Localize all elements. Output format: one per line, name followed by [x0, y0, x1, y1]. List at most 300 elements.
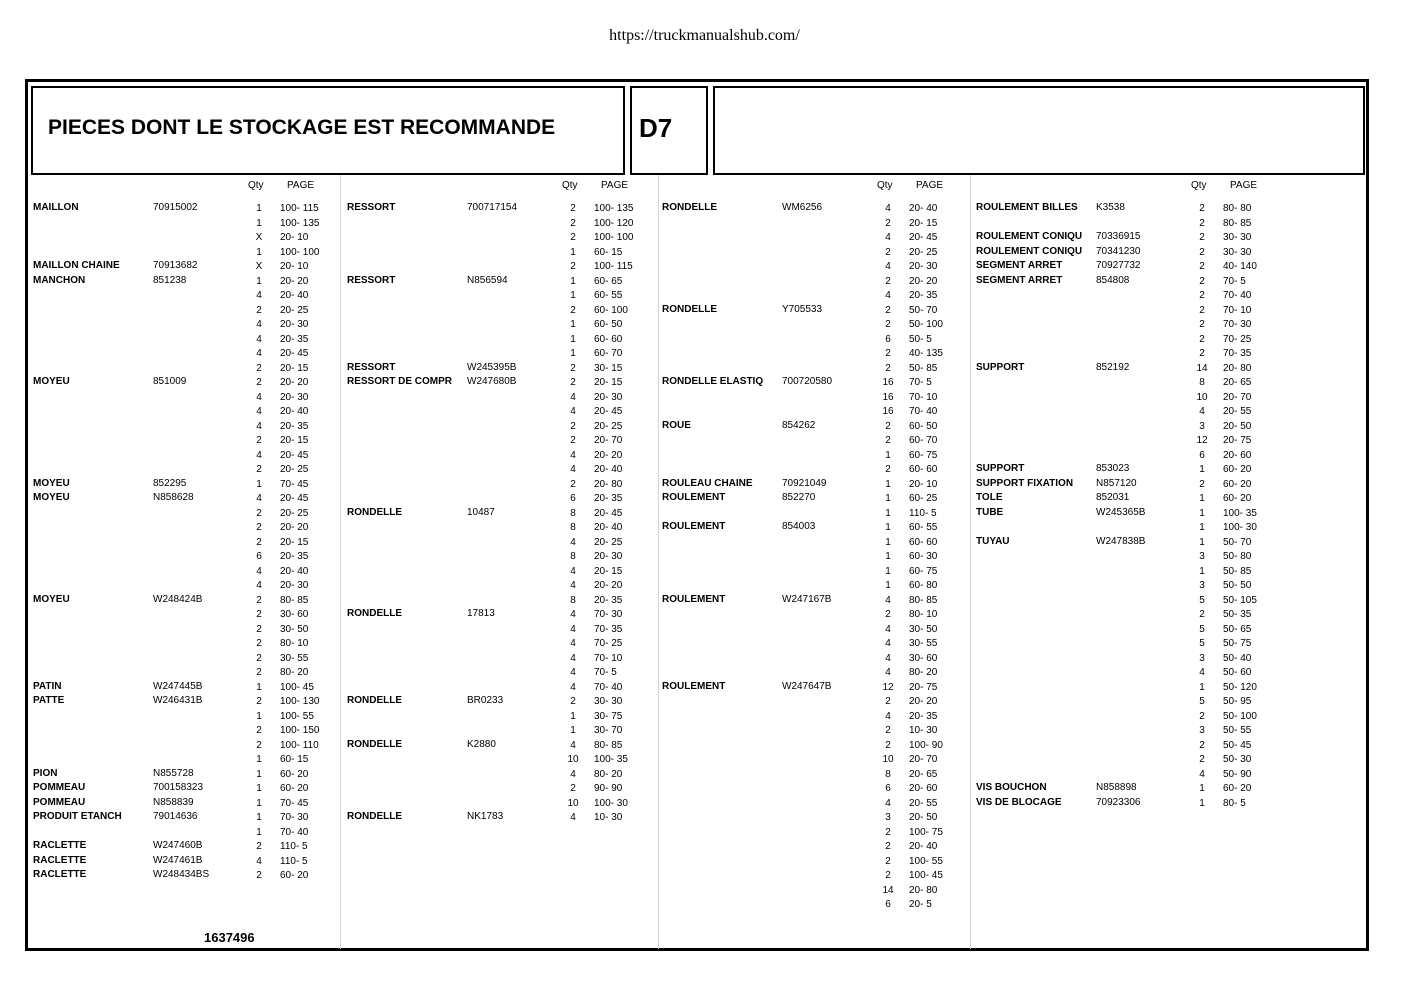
- part-qty: 2: [885, 246, 891, 258]
- part-number: 70923306: [1096, 796, 1141, 808]
- part-qty: 2: [1199, 739, 1205, 751]
- page-title: PIECES DONT LE STOCKAGE EST RECOMMANDE: [48, 116, 556, 139]
- part-qty: 1: [885, 522, 891, 533]
- part-number: 70927732: [1096, 260, 1141, 271]
- part-qty: 4: [1199, 667, 1205, 678]
- part-qty: 2: [570, 232, 576, 243]
- part-page: 60- 50: [909, 420, 938, 432]
- part-name: RACLETTE: [33, 840, 87, 851]
- part-number: W247680B: [467, 376, 517, 387]
- part-qty: 2: [256, 725, 262, 736]
- part-page: 20- 30: [909, 261, 938, 272]
- page-header: PAGE: [601, 180, 629, 191]
- part-qty: 1: [256, 681, 262, 693]
- part-page: 20- 20: [280, 522, 309, 533]
- part-qty: 4: [570, 739, 576, 751]
- part-number: 700158323: [153, 782, 204, 793]
- part-name: MAILLON CHAINE: [33, 260, 120, 271]
- part-number: 851009: [153, 376, 187, 387]
- part-page: 20- 25: [909, 246, 938, 258]
- part-qty: 3: [1199, 580, 1205, 591]
- part-number: 854003: [782, 521, 816, 532]
- part-page: 70- 10: [909, 391, 938, 403]
- part-page: 80- 20: [280, 667, 309, 678]
- part-name: ROULEMENT CONIQU: [976, 245, 1083, 257]
- part-qty: 4: [256, 449, 262, 461]
- part-number: W247647B: [782, 680, 832, 692]
- part-qty: 10: [567, 797, 579, 809]
- part-page: 70- 30: [280, 812, 309, 823]
- part-page: 60- 100: [594, 304, 628, 316]
- part-number: 852192: [1096, 361, 1130, 373]
- part-qty: 1: [256, 797, 262, 809]
- part-page: 70- 30: [1223, 319, 1252, 330]
- part-number: 70921049: [782, 477, 827, 489]
- part-page: 100- 130: [280, 696, 320, 707]
- part-name: PRODUIT ETANCH: [33, 811, 122, 822]
- part-qty: 2: [1199, 232, 1205, 243]
- part-number: N858898: [1096, 782, 1137, 793]
- part-qty: 2: [885, 319, 891, 330]
- part-number: 852031: [1096, 492, 1130, 503]
- part-page: 30- 60: [280, 609, 309, 620]
- part-number: 17813: [467, 608, 495, 619]
- part-page: 60- 75: [909, 565, 938, 577]
- part-page: 20- 40: [909, 203, 938, 214]
- part-page: 60- 70: [909, 435, 938, 446]
- part-name: RONDELLE ELASTIQ: [662, 376, 764, 387]
- part-name: RACLETTE: [33, 854, 87, 866]
- part-qty: 2: [1199, 304, 1205, 316]
- part-page: 20- 40: [909, 841, 938, 852]
- part-page: 100- 75: [909, 826, 943, 838]
- part-page: 20- 25: [280, 464, 309, 475]
- part-page: 50- 70: [909, 304, 938, 316]
- part-page: 100- 90: [909, 739, 943, 751]
- column-divider: [340, 175, 341, 949]
- part-page: 80- 20: [594, 768, 623, 780]
- part-page: 60- 20: [1223, 783, 1252, 794]
- part-qty: 3: [885, 812, 891, 823]
- qty-header: Qty: [562, 180, 578, 191]
- part-page: 100- 45: [280, 681, 314, 693]
- part-page: 20- 40: [280, 565, 309, 577]
- part-page: 20- 35: [909, 710, 938, 722]
- part-qty: 1: [570, 319, 576, 330]
- part-qty: 2: [570, 217, 576, 229]
- part-page: 20- 80: [909, 884, 938, 896]
- part-qty: 2: [1199, 261, 1205, 272]
- part-name: SEGMENT ARRET: [976, 274, 1063, 286]
- part-page: 20- 45: [594, 507, 623, 519]
- part-qty: 2: [1199, 710, 1205, 722]
- part-name: RESSORT DE COMPR: [347, 376, 453, 387]
- part-page: 20- 35: [594, 594, 623, 606]
- part-page: 20- 75: [1223, 435, 1252, 446]
- part-number: 853023: [1096, 463, 1130, 474]
- part-number: 700717154: [467, 202, 518, 213]
- part-qty: 5: [1199, 594, 1205, 606]
- part-page: 100- 150: [280, 725, 320, 736]
- part-qty: 2: [885, 855, 891, 867]
- part-page: 60- 80: [909, 580, 938, 591]
- part-qty: 4: [885, 203, 891, 214]
- part-number: N856594: [467, 274, 508, 286]
- part-qty: 6: [885, 783, 891, 794]
- part-qty: 1: [256, 783, 262, 794]
- part-page: 20- 10: [909, 478, 938, 490]
- part-qty: 1: [1199, 783, 1205, 794]
- part-qty: 1: [1199, 681, 1205, 693]
- part-qty: 4: [570, 638, 576, 649]
- part-qty: 8: [570, 522, 576, 533]
- part-page: 30- 55: [909, 638, 938, 649]
- part-qty: 4: [256, 580, 262, 591]
- part-qty: 2: [256, 739, 262, 751]
- part-number: W247461B: [153, 854, 203, 866]
- part-qty: 2: [256, 536, 262, 548]
- part-qty: 2: [256, 696, 262, 707]
- part-page: 10- 30: [909, 725, 938, 736]
- part-qty: 4: [1199, 768, 1205, 780]
- part-qty: 4: [256, 493, 262, 504]
- part-qty: 1: [570, 348, 576, 359]
- part-page: 20- 25: [594, 420, 623, 432]
- part-qty: 1: [885, 449, 891, 461]
- part-page: 20- 20: [280, 275, 309, 287]
- part-number: 70913682: [153, 260, 198, 271]
- section-code-box: [630, 86, 708, 175]
- part-name: ROULEMENT: [662, 521, 726, 532]
- part-page: 60- 30: [909, 551, 938, 562]
- part-page: 20- 30: [594, 391, 623, 403]
- part-qty: 4: [885, 261, 891, 272]
- part-number: K2880: [467, 738, 496, 750]
- part-name: ROULEMENT CONIQU: [976, 231, 1083, 242]
- part-qty: 1: [885, 478, 891, 490]
- part-page: 20- 15: [594, 565, 623, 577]
- part-name: RONDELLE: [347, 608, 402, 619]
- part-qty: 1: [256, 768, 262, 780]
- page-header: PAGE: [1230, 180, 1258, 191]
- part-qty: 2: [1199, 478, 1205, 490]
- part-page: 20- 15: [280, 362, 309, 374]
- part-name: PION: [33, 767, 58, 779]
- part-qty: 4: [256, 333, 262, 345]
- part-qty: 2: [1199, 246, 1205, 258]
- part-page: 80- 85: [909, 594, 938, 606]
- part-qty: 16: [882, 377, 894, 388]
- part-qty: 4: [885, 232, 891, 243]
- part-qty: 1: [1199, 522, 1205, 533]
- part-qty: 8: [1199, 377, 1205, 388]
- part-qty: 3: [1199, 551, 1205, 562]
- part-qty: 2: [256, 652, 262, 664]
- part-qty: 16: [882, 391, 894, 403]
- part-qty: 4: [570, 536, 576, 548]
- part-page: 70- 5: [1223, 275, 1246, 287]
- part-name: VIS BOUCHON: [976, 782, 1047, 793]
- part-page: 30- 75: [594, 710, 623, 722]
- part-name: ROUE: [662, 419, 691, 431]
- part-page: 50- 100: [909, 319, 943, 330]
- part-qty: 1: [256, 826, 262, 838]
- part-qty: 2: [570, 304, 576, 316]
- part-qty: 1: [256, 246, 262, 258]
- part-qty: 2: [570, 696, 576, 707]
- part-name: SEGMENT ARRET: [976, 260, 1063, 271]
- part-qty: 2: [256, 522, 262, 533]
- part-qty: 1: [1199, 536, 1205, 548]
- part-page: 60- 15: [594, 246, 623, 258]
- part-page: 70- 25: [1223, 333, 1252, 345]
- part-qty: 2: [256, 464, 262, 475]
- part-qty: 2: [885, 435, 891, 446]
- part-page: 100- 115: [280, 203, 319, 214]
- part-qty: 2: [570, 362, 576, 374]
- title-box: [31, 86, 625, 175]
- part-page: 100- 30: [594, 797, 628, 809]
- part-qty: 4: [570, 391, 576, 403]
- part-qty: 2: [570, 377, 576, 388]
- part-page: 20- 5: [909, 899, 932, 910]
- part-page: 70- 40: [1223, 290, 1252, 301]
- part-qty: 1: [256, 203, 262, 214]
- part-page: 50- 105: [1223, 594, 1257, 606]
- part-page: 40- 140: [1223, 261, 1257, 272]
- part-page: 10- 30: [594, 812, 623, 823]
- part-name: SUPPORT FIXATION: [976, 477, 1074, 489]
- part-number: W245395B: [467, 361, 517, 373]
- part-page: 50- 90: [1223, 768, 1252, 780]
- part-qty: 4: [256, 290, 262, 301]
- part-page: 70- 30: [594, 609, 623, 620]
- part-page: 20- 60: [909, 783, 938, 794]
- part-number: W245365B: [1096, 506, 1146, 518]
- part-qty: 2: [885, 841, 891, 852]
- part-qty: 2: [256, 377, 262, 388]
- part-name: MOYEU: [33, 376, 70, 387]
- part-page: 70- 45: [280, 478, 309, 490]
- part-page: 20- 50: [909, 812, 938, 823]
- part-qty: 1: [256, 812, 262, 823]
- part-qty: 1: [1199, 797, 1205, 809]
- part-page: 70- 10: [1223, 304, 1252, 316]
- part-qty: 2: [885, 609, 891, 620]
- part-page: 20- 10: [280, 232, 309, 243]
- part-page: 80- 20: [909, 667, 938, 678]
- blank-header-box: [713, 86, 1365, 175]
- part-qty: 2: [256, 507, 262, 519]
- part-page: 20- 20: [909, 696, 938, 707]
- part-page: 20- 65: [909, 768, 938, 780]
- part-number: 854808: [1096, 274, 1130, 286]
- part-qty: 1: [885, 565, 891, 577]
- part-qty: 1: [885, 493, 891, 504]
- part-page: 60- 20: [1223, 478, 1252, 490]
- part-page: 20- 50: [1223, 420, 1252, 432]
- part-page: 100- 110: [280, 739, 319, 751]
- part-qty: 1: [1199, 565, 1205, 577]
- part-page: 80- 85: [594, 739, 623, 751]
- part-page: 100- 100: [280, 246, 320, 258]
- part-qty: 2: [256, 609, 262, 620]
- part-page: 20- 80: [594, 478, 623, 490]
- part-qty: 4: [256, 855, 262, 867]
- part-qty: 5: [1199, 638, 1205, 649]
- part-qty: 2: [1199, 217, 1205, 229]
- part-qty: 4: [570, 681, 576, 693]
- part-qty: 4: [570, 623, 576, 635]
- source-url[interactable]: https://truckmanualshub.com/: [609, 27, 800, 44]
- part-number: N857120: [1096, 477, 1137, 489]
- part-number: BR0233: [467, 695, 504, 706]
- part-page: 60- 55: [594, 290, 623, 301]
- part-page: 20- 45: [594, 406, 623, 417]
- part-qty: 10: [1196, 391, 1208, 403]
- part-name: MOYEU: [33, 477, 70, 489]
- part-page: 20- 15: [594, 377, 623, 388]
- part-page: 100- 100: [594, 232, 634, 243]
- part-name: MAILLON: [33, 202, 79, 213]
- part-qty: 2: [256, 304, 262, 316]
- part-page: 50- 30: [1223, 754, 1252, 765]
- part-page: 70- 40: [594, 681, 623, 693]
- part-qty: 4: [570, 609, 576, 620]
- part-number: W248424B: [153, 593, 203, 605]
- part-page: 70- 40: [909, 406, 938, 417]
- part-name: RONDELLE: [347, 695, 402, 706]
- part-page: 110- 5: [280, 855, 308, 867]
- part-page: 80- 5: [1223, 797, 1246, 809]
- part-qty: 3: [1199, 725, 1205, 736]
- part-qty: X: [255, 261, 263, 272]
- part-qty: 2: [1199, 754, 1205, 765]
- part-page: 100- 45: [909, 870, 943, 881]
- part-page: 20- 45: [280, 449, 309, 461]
- part-name: RONDELLE: [662, 303, 717, 315]
- part-page: 20- 20: [594, 580, 623, 591]
- part-qty: 8: [570, 507, 576, 519]
- part-name: TOLE: [976, 492, 1003, 503]
- part-qty: 6: [885, 899, 891, 910]
- part-qty: 1: [256, 217, 262, 229]
- part-page: 20- 15: [280, 536, 309, 548]
- part-qty: 5: [1199, 696, 1205, 707]
- part-page: 20- 45: [280, 348, 309, 359]
- part-qty: 2: [885, 304, 891, 316]
- part-qty: 14: [882, 884, 894, 896]
- part-qty: 1: [256, 275, 262, 287]
- part-page: 40- 135: [909, 348, 943, 359]
- part-page: 100- 135: [280, 217, 320, 229]
- part-page: 60- 60: [909, 536, 938, 548]
- part-name: ROULEMENT BILLES: [976, 202, 1078, 213]
- part-name: ROULEMENT: [662, 492, 726, 503]
- part-qty: 4: [256, 420, 262, 432]
- part-page: 50- 5: [909, 333, 932, 345]
- part-qty: 2: [1199, 319, 1205, 330]
- part-qty: 5: [1199, 623, 1205, 635]
- part-page: 100- 30: [1223, 522, 1257, 533]
- part-qty: 2: [1199, 333, 1205, 345]
- part-qty: 2: [256, 667, 262, 678]
- part-page: 80- 85: [1223, 217, 1252, 229]
- part-qty: 3: [1199, 652, 1205, 664]
- part-name: RONDELLE: [347, 506, 402, 518]
- part-page: 30- 55: [280, 652, 309, 664]
- part-qty: 8: [885, 768, 891, 780]
- part-page: 60- 20: [1223, 464, 1252, 475]
- part-page: 20- 35: [280, 333, 309, 345]
- part-name: TUYAU: [976, 535, 1010, 547]
- part-qty: 2: [570, 261, 576, 272]
- part-number: 70915002: [153, 202, 198, 213]
- part-page: 50- 35: [1223, 609, 1252, 620]
- part-page: 20- 25: [280, 507, 309, 519]
- page-header: PAGE: [916, 180, 944, 191]
- part-name: TUBE: [976, 506, 1004, 518]
- part-qty: 2: [1199, 275, 1205, 287]
- part-page: 70- 10: [594, 652, 623, 664]
- part-qty: 1: [570, 710, 576, 722]
- part-name: RONDELLE: [662, 202, 717, 213]
- part-name: RONDELLE: [347, 811, 402, 822]
- part-qty: 2: [885, 217, 891, 229]
- part-qty: 6: [885, 333, 891, 345]
- part-qty: 4: [885, 652, 891, 664]
- part-qty: 1: [570, 275, 576, 287]
- part-qty: 2: [570, 783, 576, 794]
- part-name: RACLETTE: [33, 869, 87, 880]
- part-page: 50- 60: [1223, 667, 1252, 678]
- part-qty: 2: [1199, 290, 1205, 301]
- part-qty: 4: [885, 710, 891, 722]
- part-qty: 4: [885, 623, 891, 635]
- part-page: 70- 35: [594, 623, 623, 635]
- part-qty: 4: [570, 406, 576, 417]
- part-qty: 4: [885, 594, 891, 606]
- part-qty: 12: [882, 681, 894, 693]
- part-qty: 10: [882, 754, 894, 765]
- part-page: 50- 75: [1223, 638, 1252, 649]
- part-page: 60- 50: [594, 319, 623, 330]
- part-qty: 1: [885, 507, 891, 519]
- part-qty: 2: [885, 362, 891, 374]
- part-qty: 1: [1199, 507, 1205, 519]
- part-name: ROULEAU CHAINE: [662, 477, 753, 489]
- part-qty: 1: [1199, 493, 1205, 504]
- part-page: 50- 95: [1223, 696, 1252, 707]
- part-page: 50- 85: [909, 362, 938, 374]
- part-page: 20- 30: [280, 580, 309, 591]
- part-page: 70- 40: [280, 826, 309, 838]
- part-name: VIS DE BLOCAGE: [976, 796, 1062, 808]
- part-page: 70- 25: [594, 638, 623, 649]
- part-page: 20- 40: [280, 406, 309, 417]
- part-qty: 2: [885, 348, 891, 359]
- part-page: 20- 35: [594, 493, 623, 504]
- part-page: 20- 30: [594, 551, 623, 562]
- part-page: 20- 35: [280, 551, 309, 562]
- part-page: 30- 70: [594, 725, 623, 736]
- part-qty: 10: [567, 754, 579, 765]
- part-page: 100- 115: [594, 261, 633, 272]
- part-page: 100- 35: [1223, 507, 1257, 519]
- part-qty: 2: [256, 870, 262, 881]
- part-qty: 6: [256, 551, 262, 562]
- part-number: W247460B: [153, 840, 203, 851]
